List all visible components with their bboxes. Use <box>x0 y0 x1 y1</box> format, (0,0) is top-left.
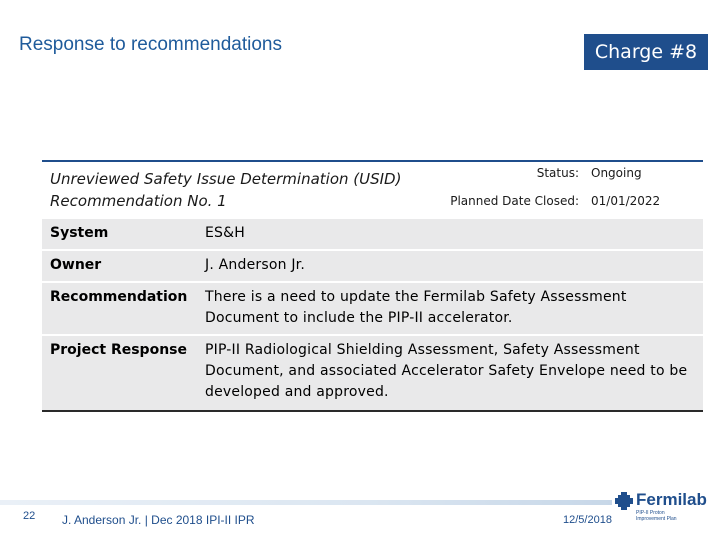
fermilab-logo <box>615 490 710 522</box>
footer-bar <box>0 500 612 505</box>
planned-date-label: Planned Date Closed: <box>450 194 579 208</box>
table-row-recommendation <box>42 282 703 335</box>
row-key: Recommendation <box>42 282 197 335</box>
row-value: ES&H <box>197 219 703 250</box>
footer-date: 12/5/2018 <box>563 514 612 526</box>
recommendation-subtitle <box>50 168 401 212</box>
table-row-system <box>42 219 703 250</box>
charge-badge <box>584 34 708 70</box>
fermilab-logo-icon <box>615 492 633 510</box>
row-key: Project Response <box>42 335 197 411</box>
charge-label: Charge #8 <box>594 41 698 63</box>
logo-subtitle: PIP-II Proton Improvement Plan <box>636 510 677 522</box>
table-row-project-response <box>42 335 703 411</box>
footer-text: J. Anderson Jr. | Dec 2018 IPI-II IPR <box>62 513 255 527</box>
row-value: J. Anderson Jr. <box>197 250 703 282</box>
slide-title: Response to recommendations <box>19 34 282 55</box>
section-divider <box>42 160 703 162</box>
subtitle-line-2: Recommendation No. 1 <box>50 192 227 210</box>
row-value: PIP-II Radiological Shielding Assessment, Safety Assessment Document, and associated Accelerator Safety Envelope need to be developed and approved. <box>197 335 703 411</box>
row-value: There is a need to update the Fermilab Safety Assessment Document to include the PIP-II accelerator. <box>197 282 703 335</box>
subtitle-line-1: Unreviewed Safety Issue Determination (USID) <box>50 170 402 188</box>
row-key: System <box>42 219 197 250</box>
details-table <box>42 219 703 412</box>
logo-wordmark: Fermilab <box>636 490 707 509</box>
table-row-owner <box>42 250 703 282</box>
page-number: 22 <box>23 510 36 522</box>
row-key: Owner <box>42 250 197 282</box>
status-value: Ongoing <box>591 166 642 180</box>
planned-date-value: 01/01/2022 <box>591 194 661 208</box>
status-label: Status: <box>536 166 579 180</box>
